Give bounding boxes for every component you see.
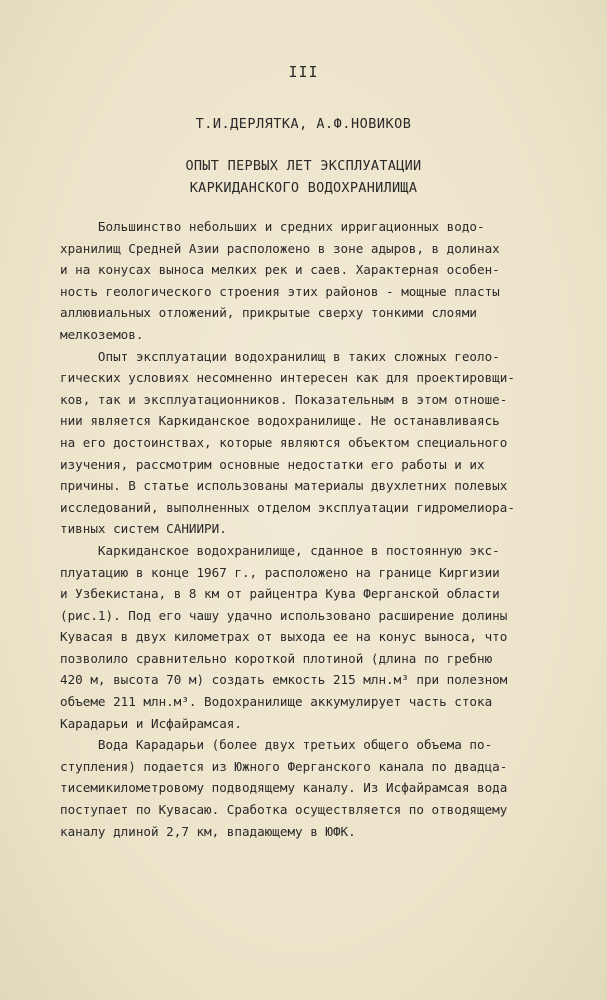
body-line: Вода Карадарьи (более двух третьих общего объема по- (60, 737, 493, 753)
body-line: плуатацию в конце 1967 г., расположено на границе Киргизии (60, 564, 500, 580)
body-line: изучения, рассмотрим основные недостатки его работы и их (60, 456, 485, 472)
body-line: причины. В статье использованы материалы двухлетних полевых (60, 478, 508, 494)
body-line: Опыт эксплуатации водохранилищ в таких сложных геоло- (60, 348, 500, 364)
title-line: КАРКИДАНСКОГО ВОДОХРАНИЛИЩА (189, 180, 418, 196)
body-line: позволило сравнительно короткой плотиной (длина по гребню (60, 650, 493, 666)
article-title (0, 155, 607, 199)
body-line: Карадарьи и Исфайрамсая. (60, 715, 242, 731)
body-line: каналу длиной 2,7 км, впадающему в ЮФК. (60, 823, 356, 839)
body-line: объеме 211 млн.м³. Водохранилище аккумулирует часть стока (60, 694, 493, 710)
body-line: на его достоинствах, которые являются объектом специального (60, 434, 508, 450)
body-line: Большинство небольших и средних ирригационных водо- (60, 219, 485, 234)
body-line: (рис.1). Под его чашу удачно использовано расширение долины (60, 607, 508, 623)
authors: Т.И.ДЕРЛЯТКА, А.Ф.НОВИКОВ (195, 116, 412, 132)
body-line: ступления) подается из Южного Ферганского канала по двадца- (60, 758, 508, 774)
body-line: аллювиальных отложений, прикрытые сверху тонкими слоями (60, 305, 478, 321)
body-line: исследований, выполненных отделом эксплуатации гидромелиора- (60, 499, 515, 515)
body-line: хранилищ Средней Азии расположено в зоне адыров, в долинах (60, 240, 500, 256)
body-line: и на конусах выноса мелких рек и саев. Характерная особен- (60, 262, 500, 278)
body-line: тисемикилометровому подводящему каналу. Из Исфайрамсая вода (60, 780, 508, 796)
body-line: Каркиданское водохранилище, сданное в постоянную экс- (60, 542, 500, 558)
body-line: тивных систем САНИИРИ. (60, 521, 227, 537)
page-number: III (288, 63, 319, 81)
body-line: Кувасая в двух километрах от выхода ее на конус выноса, что (60, 629, 508, 645)
title-line: ОПЫТ ПЕРВЫХ ЛЕТ ЭКСПЛУАТАЦИИ (185, 158, 422, 174)
body-line: мелкоземов. (60, 326, 144, 342)
body-line: ность геологического строения этих районов - мощные пласты (60, 283, 500, 299)
body-line: 420 м, высота 70 м) создать емкость 215 млн.м³ при полезном (60, 672, 508, 688)
body-line: нии является Каркиданское водохранилище. Не останавливаясь (60, 413, 500, 429)
body-line: ков, так и эксплуатационников. Показательным в этом отноше- (60, 391, 508, 407)
body-line: и Узбекистана, в 8 км от райцентра Кува Ферганской области (60, 586, 500, 602)
body-line: поступает по Кувасаю. Сработка осуществляется по отводящему (60, 802, 508, 818)
body-text (60, 216, 550, 842)
body-line: гических условиях несомненно интересен как для проектировщи- (60, 370, 515, 386)
